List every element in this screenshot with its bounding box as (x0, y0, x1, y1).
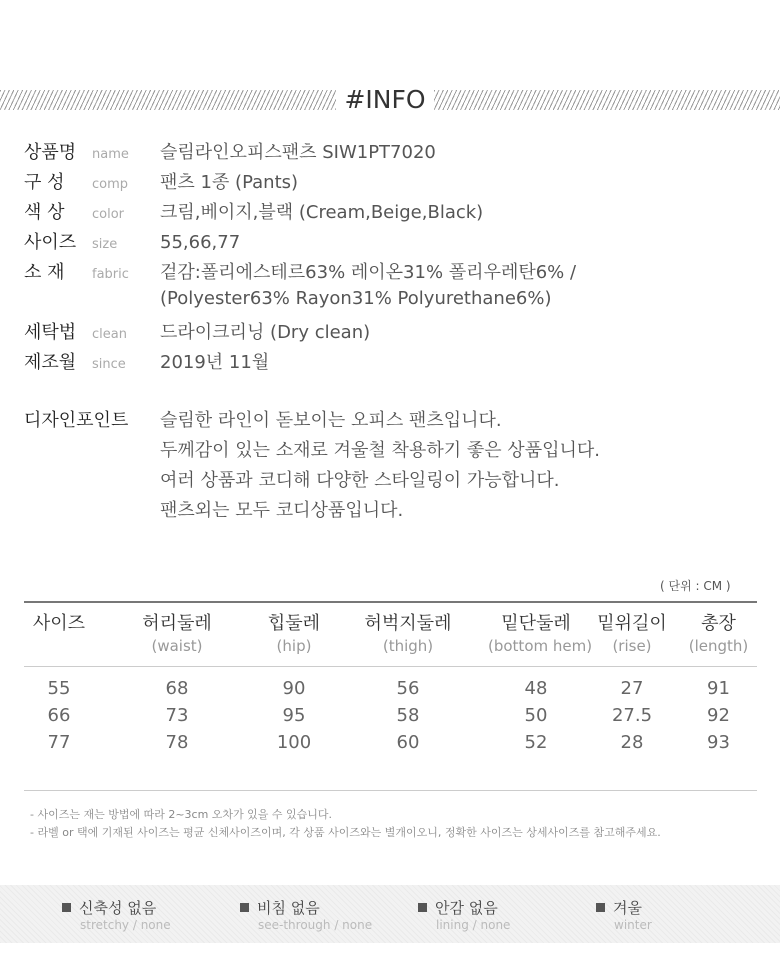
header-cell-thigh (328, 613, 488, 666)
square-bullet-icon (62, 903, 71, 912)
header-ko: 힙둘레 (267, 613, 321, 634)
table-cell: 60 (396, 732, 420, 753)
table-cell: 55 (47, 678, 71, 699)
header-en: (waist) (151, 637, 203, 655)
spec-value: 2019년 11월 (160, 352, 270, 373)
feature-label-en: lining / none (436, 918, 511, 932)
spec-label: 소 재 (24, 262, 65, 283)
header-ko: 밑위길이 (597, 613, 667, 634)
table-cell: 66 (47, 705, 71, 726)
feature-label: 신축성 없음 (79, 899, 157, 917)
spec-row-since (24, 348, 764, 378)
spec-list (24, 138, 764, 378)
feature-season (596, 897, 652, 932)
spec-row-clean (24, 318, 764, 348)
table-cell: 28 (620, 732, 644, 753)
size-notes (30, 806, 661, 842)
feature-label: 안감 없음 (435, 899, 498, 917)
spec-label-en: fabric (92, 267, 129, 282)
feature-lining (418, 897, 510, 932)
design-point-label: 디자인포인트 (24, 410, 129, 431)
spec-row-fabric (24, 258, 764, 288)
header-en: (thigh) (382, 637, 434, 655)
info-header (0, 86, 780, 114)
header-cell-bottom-hem (488, 613, 593, 666)
feature-label-en: see-through / none (258, 918, 373, 932)
spec-label: 색 상 (24, 202, 65, 223)
table-cell: 56 (396, 678, 420, 699)
feature-see-through (240, 897, 372, 932)
header-cell-rise (584, 613, 680, 666)
feature-label: 비침 없음 (257, 899, 320, 917)
header-ko: 밑단둘레 (501, 613, 571, 634)
spec-row-name (24, 138, 764, 168)
spec-row-fabric-en (24, 288, 764, 318)
header-ko: 총장 (701, 613, 736, 634)
spec-value: (Polyester63% Rayon31% Polyurethane6%) (160, 288, 552, 309)
design-point-line: 두께감이 있는 소재로 겨울철 착용하기 좋은 상품입니다. (160, 440, 600, 461)
spec-value: 겉감:폴리에스테르63% 레이온31% 폴리우레탄6% / (160, 262, 577, 283)
spec-label-en: comp (92, 177, 129, 192)
table-row (24, 729, 757, 756)
header-ko: 허리둘레 (142, 613, 212, 634)
table-cell: 73 (165, 705, 189, 726)
table-cell: 27 (620, 678, 644, 699)
table-cell: 68 (165, 678, 189, 699)
table-cell: 93 (707, 732, 730, 753)
header-en: (hip) (276, 637, 312, 655)
header-en: (length) (688, 637, 749, 655)
design-point-line: 팬츠외는 모두 코디상품입니다. (160, 500, 404, 521)
table-cell: 92 (707, 705, 730, 726)
spec-label-en: since (92, 357, 126, 372)
table-cell: 95 (282, 705, 306, 726)
feature-label: 겨울 (613, 899, 642, 917)
table-cell: 27.5 (611, 705, 653, 726)
table-cell: 52 (524, 732, 548, 753)
header-ko: 사이즈 (32, 613, 86, 634)
header-cell-size (24, 613, 94, 666)
size-table (24, 601, 757, 791)
feature-label-en: winter (614, 918, 652, 932)
info-title: #INFO (344, 85, 426, 114)
table-cell: 77 (47, 732, 71, 753)
hatch-decoration-right (434, 90, 780, 110)
spec-label: 사이즈 (24, 232, 77, 253)
table-cell: 50 (524, 705, 548, 726)
spec-label: 상품명 (24, 142, 77, 163)
table-cell: 91 (707, 678, 730, 699)
design-point-line: 슬림한 라인이 돋보이는 오피스 팬츠입니다. (160, 410, 502, 431)
design-point-line: 여러 상품과 코디해 다양한 스타일링이 가능합니다. (160, 470, 560, 491)
spec-row-comp (24, 168, 764, 198)
spec-value: 팬츠 1종 (Pants) (160, 172, 299, 193)
spec-value: 드라이크리닝 (Dry clean) (160, 322, 371, 343)
header-en: (bottom hem) (488, 637, 593, 655)
table-cell: 100 (276, 732, 312, 753)
spec-label-en: name (92, 147, 129, 162)
header-cell-length (680, 613, 757, 666)
square-bullet-icon (240, 903, 249, 912)
spec-value: 55,66,77 (160, 232, 241, 253)
table-cell: 90 (282, 678, 306, 699)
spec-value: 슬림라인오피스팬츠 SIW1PT7020 (160, 142, 436, 163)
header-cell-waist (94, 613, 260, 666)
header-cell-hip (260, 613, 328, 666)
note-line: - 사이즈는 재는 방법에 따라 2~3cm 오차가 있을 수 있습니다. (30, 808, 333, 821)
spec-label-en: size (92, 237, 118, 252)
design-point (24, 406, 764, 526)
size-unit: ( 단위 : CM ) (660, 579, 731, 593)
table-cell: 48 (524, 678, 548, 699)
feature-bar (0, 885, 780, 943)
header-en: (rise) (612, 637, 652, 655)
spec-label-en: clean (92, 327, 127, 342)
spec-label: 제조월 (24, 352, 77, 373)
spec-label-en: color (92, 207, 125, 222)
note-line: - 라벨 or 택에 기재된 사이즈는 평균 신체사이즈이며, 각 상품 사이즈와는 별개이오니, 정확한 사이즈는 상세사이즈를 참고해주세요. (30, 826, 661, 839)
square-bullet-icon (418, 903, 427, 912)
spec-value: 크림,베이지,블랙 (Cream,Beige,Black) (160, 202, 484, 223)
table-cell: 78 (165, 732, 189, 753)
spec-label: 세탁법 (24, 322, 77, 343)
table-cell: 58 (396, 705, 420, 726)
spec-label: 구 성 (24, 172, 65, 193)
spec-row-color (24, 198, 764, 228)
table-row (24, 702, 757, 729)
size-table-body (24, 667, 757, 791)
design-point-lines (160, 406, 600, 526)
spec-row-size (24, 228, 764, 258)
header-ko: 허벅지둘레 (364, 613, 452, 634)
feature-stretch (62, 897, 171, 932)
feature-label-en: stretchy / none (80, 918, 171, 932)
size-table-header (24, 603, 757, 667)
hatch-decoration-left (0, 90, 336, 110)
square-bullet-icon (596, 903, 605, 912)
table-row (24, 675, 757, 702)
